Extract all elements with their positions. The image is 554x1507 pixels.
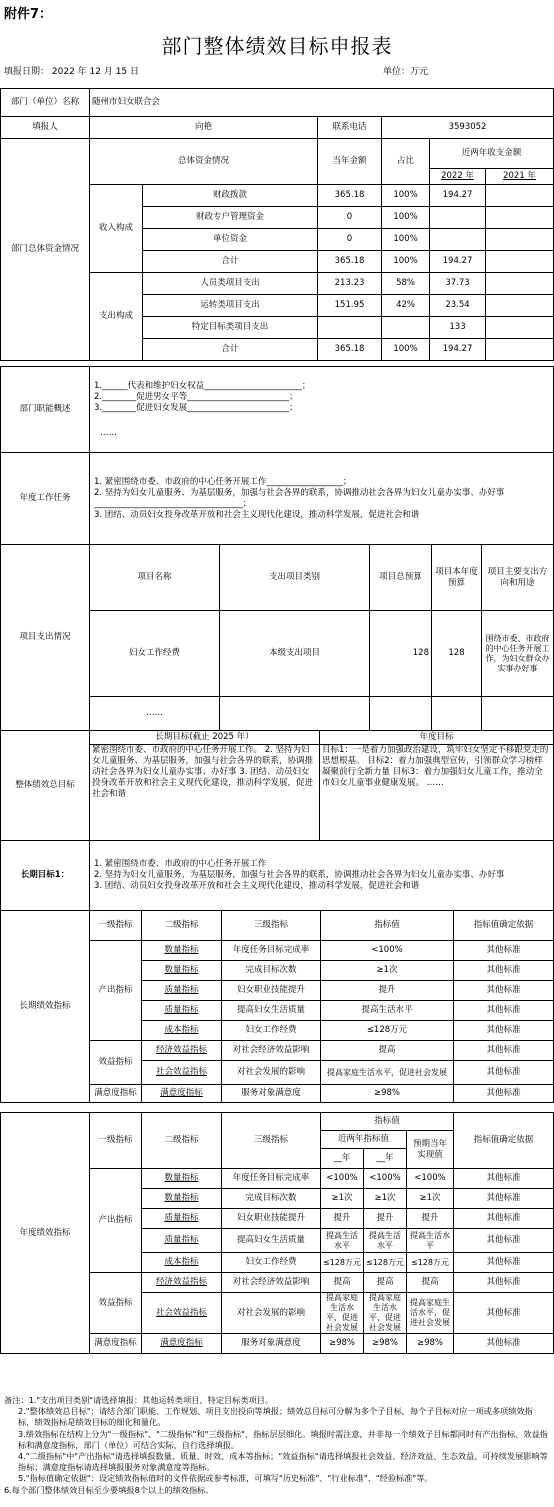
l2-indicator: 数量指标: [142, 961, 222, 981]
fund-row-name: 合计: [143, 251, 318, 273]
indicator-basis: 其他标准: [454, 1041, 554, 1061]
indicator-basis: 其他标准: [454, 1061, 554, 1085]
fund-row-year2: [486, 229, 554, 251]
fund-row-ratio: 100%: [382, 339, 430, 361]
fund-row-name: 运转类项目支出: [143, 295, 318, 317]
expected-value: 提升: [407, 1209, 454, 1229]
fund-row-year1: 194.27: [430, 185, 486, 207]
fund-row-year2: [486, 317, 554, 339]
expected-value: ≤128万元: [407, 1253, 454, 1273]
indicator-basis: 其他标准: [454, 1334, 554, 1354]
l3-indicator: 完成目标次数: [222, 961, 321, 981]
long-perf-header: 一级指标: [90, 911, 142, 941]
fund-row-ratio: 100%: [382, 229, 430, 251]
project-ellipsis: ……: [90, 697, 220, 731]
year-a-value: ≤128万元: [321, 1253, 364, 1273]
year-a-value: 提高生活水平: [321, 1229, 364, 1253]
project-header: 项目主要支出方向和用途: [482, 545, 554, 611]
annual-perf-label: 年度绩效指标: [1, 1113, 90, 1354]
indicator-basis: 其他标准: [454, 1209, 554, 1229]
indicator-basis: 其他标准: [454, 941, 554, 961]
note-line: 2."整体绩效总目标"：请结合部门职能、工作规划、项目支出投向等填报；绩效总目标可分解为多个子目标，每个子目标对应一项或多项绩效指标，绩效指标是绩效目标的细化和量化。: [18, 1406, 533, 1428]
functions-table: [0, 366, 554, 545]
project-annual: 128: [432, 611, 482, 697]
fund-row-ratio: 100%: [382, 207, 430, 229]
task-line: 1. 紧密围绕市委、市政府的中心任务开展工作__________________；: [94, 476, 352, 487]
year-b-value: 提高: [364, 1273, 407, 1293]
l3-indicator: 对社会发展的影响: [222, 1061, 321, 1085]
fund-row-year2: [486, 185, 554, 207]
l2-indicator: 数量指标: [142, 1189, 222, 1209]
benefit-indicator-label: 效益指标: [90, 1041, 142, 1085]
l3-indicator: 年度任务目标完成率: [222, 1169, 321, 1189]
fund-row-amount: 0: [318, 229, 382, 251]
long-perf-header: 二级指标: [142, 911, 222, 941]
fund-row-year1: 194.27: [430, 339, 486, 361]
fund-row-year1: 37.73: [430, 273, 486, 295]
project-name: 妇女工作经费: [90, 611, 220, 697]
annual-goal-header: 年度目标: [320, 731, 554, 745]
long-perf-table: [0, 910, 554, 1103]
recent-values-header: 近两年指标值: [321, 1131, 407, 1149]
year-a: __年: [321, 1149, 364, 1169]
satisfaction-indicator-label: 满意度指标: [90, 1085, 142, 1103]
benefit-indicator-label: 效益指标: [90, 1273, 142, 1334]
task-line: 2. 坚持为妇女儿童服务、为基层服务，加强与社会各界的联系，协调推动社会各界为妇女儿童办实事、办好事___________________________________；: [94, 487, 505, 509]
note-line: 4."二级指标"中"产出指标"请选择填报数量、质量、时效、成本等指标；"效益指标"请选择填报社会效益、经济效益、生态效益、可持续发展影响等指标；满意度指标请选择填报服务对象满意度等指标。: [18, 1451, 548, 1473]
output-indicator-label: 产出指标: [90, 1169, 142, 1273]
fund-row-year1: 133: [430, 317, 486, 339]
l3-indicator: 妇女工作经费: [222, 1253, 321, 1273]
fund-row-name: 财政拨款: [143, 185, 318, 207]
l2-indicator: 社会效益指标: [142, 1293, 222, 1334]
annual-goal-text: 目标1：一是着力加强政治建设，筑牢妇女坚定不移跟党走的思想根基。 目标2：着力加强典型宣传，引领群众学习榜样凝聚前行全新力量 目标3：着力加强妇女儿童工作，推动全市妇女儿童事业健康发展。 ……: [320, 745, 554, 841]
fund-row-name: 特定目标类项目支出: [143, 317, 318, 339]
fill-date: 填报日期： 2022 年 12 月 15 日: [4, 67, 140, 77]
l2-indicator: 质量指标: [142, 981, 222, 1001]
fund-row-year2: [486, 273, 554, 295]
year-a-value: <100%: [321, 1169, 364, 1189]
expected-value: ≥1次: [407, 1189, 454, 1209]
indicator-basis: 其他标准: [454, 1085, 554, 1103]
long-goal-line: 3. 团结、动员妇女投身改革开放和社会主义现代化建设，推动科学发展，促进社会和谐: [94, 881, 420, 891]
fund-row-year1: 23.54: [430, 295, 486, 317]
fund-row-amount: 151.95: [318, 295, 382, 317]
indicator-value: 提高: [321, 1041, 454, 1061]
project-purpose: 围绕市委、市政府的中心任务开展工作，为妇女群众办实事办好事: [482, 611, 554, 697]
note-line: 备注：1."支出项目类别"请选择填报：其他运转类项目、特定目标类项目。: [4, 1395, 274, 1405]
l3-indicator: 妇女工作经费: [222, 1021, 321, 1041]
project-header: 项目总预算: [370, 545, 432, 611]
function-line: 2.________促进男女平等________________________；: [94, 391, 298, 402]
long-goal-text: 紧密围绕市委、市政府的中心任务开展工作。 2. 坚持为妇女儿童服务、为基层服务，加强与社会各界的联系，协调推动社会各界为妇女儿童办实事、办好事 3. 团结、动员妇女投身改革开放和社会主义现代化建设，推动科学发展，促进社会和谐: [90, 745, 320, 841]
indicator-value: <100%: [321, 941, 454, 961]
l2-indicator: 质量指标: [142, 1209, 222, 1229]
fund-row-year2: [486, 207, 554, 229]
l2-indicator: 经济效益指标: [142, 1041, 222, 1061]
tasks-label: 年度工作任务: [1, 453, 90, 545]
annual-perf-header: 指标值确定依据: [454, 1113, 554, 1169]
l3-indicator: 完成目标次数: [222, 1189, 321, 1209]
recent-years-label: 近两年收支金额: [430, 139, 554, 169]
long-perf-header: 指标值确定依据: [454, 911, 554, 941]
year-b-value: ≤128万元: [364, 1253, 407, 1273]
output-indicator-label: 产出指标: [90, 941, 142, 1041]
l2-indicator: 数量指标: [142, 941, 222, 961]
indicator-value: 提升: [321, 981, 454, 1001]
annual-perf-header: 二级指标: [142, 1113, 222, 1169]
function-line: 1.______代表和维护妇女权益_______________________；: [94, 380, 311, 391]
funds-section-label: 部门总体资金情况: [1, 139, 90, 361]
ratio-label: 占比: [382, 139, 430, 185]
indicator-basis: 其他标准: [454, 1001, 554, 1021]
indicator-value: ≤128万元: [321, 1021, 454, 1041]
l2-indicator: 数量指标: [142, 1169, 222, 1189]
fund-row-ratio: 42%: [382, 295, 430, 317]
fund-row-amount: 365.18: [318, 339, 382, 361]
annex-label: 附件7：: [4, 7, 53, 22]
l3-indicator: 服务对象满意度: [222, 1085, 321, 1103]
phone-value: 3593052: [382, 117, 554, 139]
fund-row-name: 人员类项目支出: [143, 273, 318, 295]
page-title: 部门整体绩效目标申报表: [161, 34, 393, 58]
fund-row-name: 财政专户管理资金: [143, 207, 318, 229]
overall-goal-label: 整体绩效总目标: [1, 731, 90, 841]
l3-indicator: 妇女职业技能提升: [222, 981, 321, 1001]
unit-label: 单位：万元: [383, 67, 429, 77]
notes: [4, 1395, 548, 1496]
fund-row-year2: [486, 339, 554, 361]
l3-indicator: 服务对象满意度: [222, 1334, 321, 1354]
indicator-basis: 其他标准: [454, 1169, 554, 1189]
function-line: 3.________促进妇女发展________________________；: [94, 402, 298, 413]
year-a-value: ≥98%: [321, 1334, 364, 1354]
l3-indicator: 对社会发展的影响: [222, 1293, 321, 1334]
project-header: 项目本年度预算: [432, 545, 482, 611]
indicator-basis: 其他标准: [454, 1293, 554, 1334]
long-goal-line: 1. 紧密围绕市委、市政府的中心任务开展工作: [94, 859, 267, 869]
indicator-basis: 其他标准: [454, 1253, 554, 1273]
year-1: 2022 年: [430, 169, 486, 185]
expected-value-header: 预期当年实现值: [407, 1131, 454, 1169]
annual-perf-header: 三级指标: [222, 1113, 321, 1169]
indicator-basis: 其他标准: [454, 1273, 554, 1293]
annual-perf-header: 指标值: [321, 1113, 454, 1131]
long-perf-header: 指标值: [321, 911, 454, 941]
long-perf-label: 长期绩效指标: [1, 911, 90, 1103]
dept-name: 随州市妇女联合会: [90, 89, 554, 117]
dept-label: 部门（单位）名称: [1, 89, 90, 117]
fund-row-amount: [318, 317, 382, 339]
long-goal-table: [0, 840, 554, 911]
long-goal-label: 长期目标1：: [1, 841, 90, 911]
year-2: 2021 年: [486, 169, 554, 185]
l3-indicator: 提高妇女生活质量: [222, 1229, 321, 1253]
indicator-basis: 其他标准: [454, 1021, 554, 1041]
long-perf-header: 三级指标: [222, 911, 321, 941]
l2-indicator: 成本指标: [142, 1253, 222, 1273]
function-line: ……: [100, 427, 117, 438]
indicator-basis: 其他标准: [454, 981, 554, 1001]
filler-name: 向艳: [90, 117, 318, 139]
year-a-value: 提高: [321, 1273, 364, 1293]
year-b-value: ≥98%: [364, 1334, 407, 1354]
year-b-value: ≥1次: [364, 1189, 407, 1209]
l3-indicator: 对社会经济效益影响: [222, 1273, 321, 1293]
long-goal-line: 2. 坚持为妇女儿童服务、为基层服务，加强与社会各界的联系，协调推动社会各界为妇女儿童办实事、办好事: [94, 870, 505, 880]
overall-funds-label: 总体资金情况: [90, 139, 318, 185]
expense-label: 支出构成: [90, 273, 143, 361]
fund-row-amount: 213.23: [318, 273, 382, 295]
year-b-value: <100%: [364, 1169, 407, 1189]
l3-indicator: 年度任务目标完成率: [222, 941, 321, 961]
l2-indicator: 质量指标: [142, 1229, 222, 1253]
indicator-value: ≥1次: [321, 961, 454, 981]
tasks-content: [90, 453, 554, 545]
year-b-value: 提高家庭生活水平，促进社会发展: [364, 1293, 407, 1334]
l2-indicator: 满意度指标: [142, 1334, 222, 1354]
project-total: 128: [370, 611, 432, 697]
l3-indicator: 对社会经济效益影响: [222, 1041, 321, 1061]
annual-perf-table: [0, 1112, 554, 1354]
functions-label: 部门职能概述: [1, 367, 90, 453]
note-line: 5."指标值确定依据"：设定绩效指标值时的文件依据或参考标准，可填写"历史标准"、"行业标准"、"经验标准"等。: [18, 1473, 433, 1484]
expected-value: 提高生活水平: [407, 1229, 454, 1253]
project-category: 本级支出项目: [220, 611, 370, 697]
income-label: 收入构成: [90, 185, 143, 273]
year-a-value: ≥1次: [321, 1189, 364, 1209]
l3-indicator: 妇女职业技能提升: [222, 1209, 321, 1229]
indicator-basis: 其他标准: [454, 1229, 554, 1253]
note-line: 3.绩效指标在结构上分为"一级指标"、"二级指标"和"三级指标"，指标层层细化。填报时需注意，并非每一个绩效子目标都同时有产出指标、效益指标和满意度指标，部门（单位）可结合实际，自行选择填报。: [18, 1428, 548, 1450]
fund-row-ratio: 58%: [382, 273, 430, 295]
fund-row-name: 单位资金: [143, 229, 318, 251]
year-a-value: 提升: [321, 1209, 364, 1229]
l2-indicator: 满意度指标: [142, 1085, 222, 1103]
fund-row-ratio: [382, 317, 430, 339]
fund-row-year1: [430, 207, 486, 229]
l3-indicator: 提高妇女生活质量: [222, 1001, 321, 1021]
fund-row-name: 合计: [143, 339, 318, 361]
long-goal-content: [90, 841, 554, 911]
l2-indicator: 社会效益指标: [142, 1061, 222, 1085]
l2-indicator: 经济效益指标: [142, 1273, 222, 1293]
fund-row-year1: [430, 229, 486, 251]
satisfaction-indicator-label: 满意度指标: [90, 1334, 142, 1354]
fund-row-year1: 194.27: [430, 251, 486, 273]
l2-indicator: 成本指标: [142, 1021, 222, 1041]
current-amount-label: 当年金额: [318, 139, 382, 185]
expected-value: 提高家庭生活水平，促进社会发展: [407, 1293, 454, 1334]
project-header: 支出项目类别: [220, 545, 370, 611]
year-b-value: 提升: [364, 1209, 407, 1229]
overall-goal-table: [0, 730, 554, 841]
filler-label: 填报人: [1, 117, 90, 139]
year-a-value: 提高家庭生活水平，促进社会发展: [321, 1293, 364, 1334]
expected-value: 提高: [407, 1273, 454, 1293]
expected-value: <100%: [407, 1169, 454, 1189]
funds-table: [0, 138, 554, 361]
annual-perf-header: 一级指标: [90, 1113, 142, 1169]
note-line: 6.每个部门整体绩效目标至少要填报8个以上的绩效指标。: [4, 1484, 214, 1495]
indicator-value: 提高家庭生活水平，促进社会发展: [321, 1061, 454, 1085]
year-b: __年: [364, 1149, 407, 1169]
fund-row-year2: [486, 295, 554, 317]
indicator-value: 提高生活水平: [321, 1001, 454, 1021]
fund-row-ratio: 100%: [382, 185, 430, 207]
year-b-value: 提高生活水平: [364, 1229, 407, 1253]
task-line: 3. 团结、动员妇女投身改革开放和社会主义现代化建设，推动科学发展，促进社会和谐: [94, 509, 420, 520]
projects-table: [0, 544, 554, 731]
phone-label: 联系电话: [318, 117, 382, 139]
fund-row-ratio: 100%: [382, 251, 430, 273]
fund-row-amount: 365.18: [318, 185, 382, 207]
expected-value: ≥98%: [407, 1334, 454, 1354]
projects-label: 项目支出情况: [1, 545, 90, 731]
fund-row-year2: [486, 251, 554, 273]
fund-row-amount: 0: [318, 207, 382, 229]
project-header: 项目名称: [90, 545, 220, 611]
functions-content: [90, 367, 554, 453]
header-table: [0, 88, 554, 139]
fund-row-amount: 365.18: [318, 251, 382, 273]
l2-indicator: 质量指标: [142, 1001, 222, 1021]
indicator-basis: 其他标准: [454, 1189, 554, 1209]
indicator-basis: 其他标准: [454, 961, 554, 981]
long-goal-header: 长期目标(截止 2025 年）: [90, 731, 320, 745]
indicator-value: ≥98%: [321, 1085, 454, 1103]
